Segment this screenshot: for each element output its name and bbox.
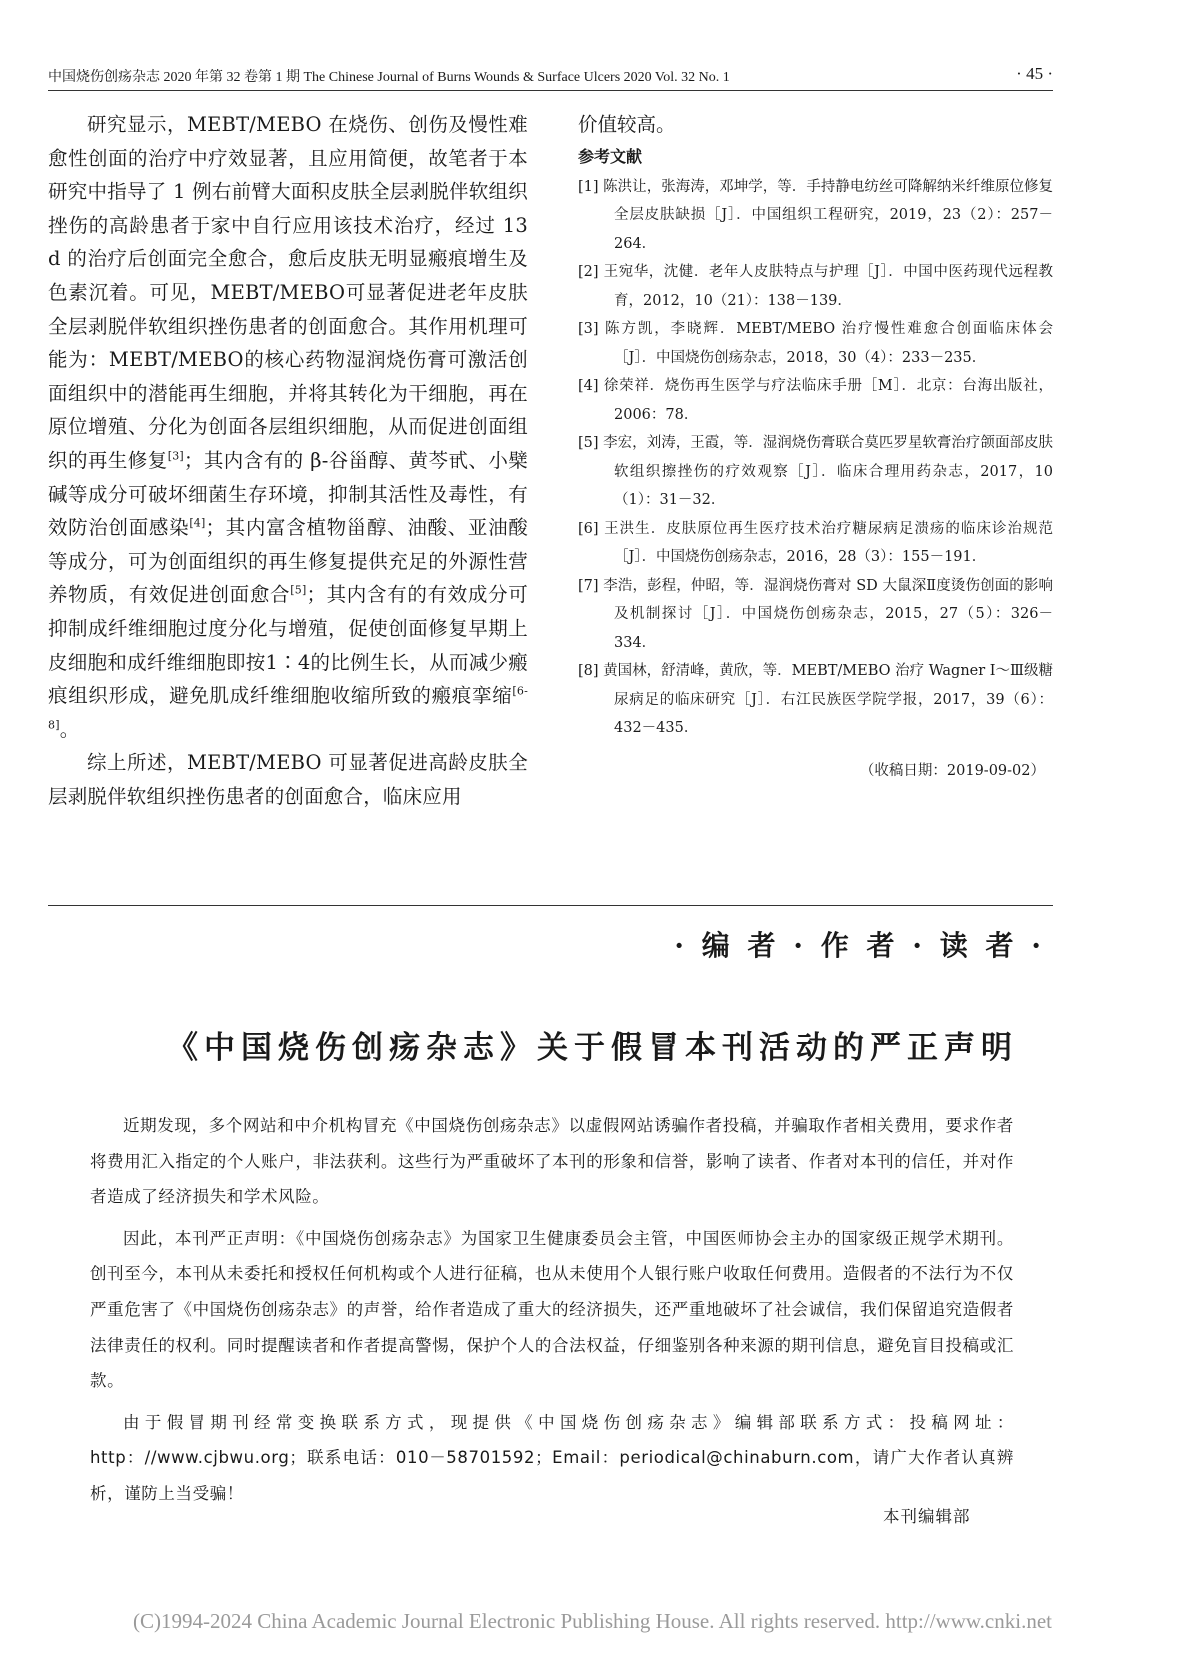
notice-title: 《中国烧伤创疡杂志》关于假冒本刊活动的严正声明 xyxy=(167,1030,1018,1066)
reference-item: [6] 王洪生．皮肤原位再生医疗技术治疗糖尿病足溃疡的临床诊治规范［J］．中国烧伤创疡杂志，2016，28（3）：155－191． xyxy=(578,520,1053,566)
notice-paragraph: 由于假冒期刊经常变换联系方式，现提供《中国烧伤创疡杂志》编辑部联系方式：投稿网址：http：//www.cjbwu.org；联系电话：010－58701592；Email：periodical@chinaburn.com，请广大作者认真辨析，谨防上当受骗！ xyxy=(90,1412,1014,1503)
journal-line: 中国烧伤创疡杂志 2020 年第 32 卷第 1 期 The Chinese Journal of Burns Wounds & Surface Ulcers 2020 Vol. 32 No. 1 xyxy=(48,70,730,85)
reference-item: [7] 李浩，彭程，仲昭，等．湿润烧伤膏对 SD 大鼠深Ⅱ度烫伤创面的影响及机制探讨［J］．中国烧伤创疡杂志，2015，27（5）：326－334． xyxy=(578,577,1053,651)
reference-item: [3] 陈方凯，李晓辉．MEBT/MEBO 治疗慢性难愈合创面临床体会［J］．中国烧伤创疡杂志，2018，30（4）：233－235． xyxy=(578,321,1053,366)
citation-6-8[interactable]: [6-8] xyxy=(48,684,528,732)
header-rule xyxy=(48,90,1053,91)
body-paragraph-1: 研究显示，MEBT/MEBO 在烧伤、创伤及慢性难愈性创面的治疗中疗效显著，且应用简便，故笔者于本研究中指导了 1 例右前臂大面积皮肤全层剥脱伴软组织挫伤的高龄患者于家中自行应用该技术治疗，经过 13 d 的治疗后创面完全愈合，愈后皮肤无明显瘢痕增生及色素沉着。可见，MEBT/MEBO可显著促进老年皮肤全层剥脱伴软组织挫伤患者的创面愈合。其作用机理可能为：MEBT/MEBO的核心药物湿润烧伤膏可激活创面组织中的潜能再生细胞，并将其转化为干细胞，再在原位增殖、分化为创面各层组织细胞，从而促进创面组织的再生修复[3]；其内含有的 β-谷甾醇、黄芩甙、小檗碱等成分可破坏细菌生存环境，抑制其活性及毒性，有效防治创面感染[4]；其内富含植物甾醇、油酸、亚油酸等成分，可为创面组织的再生修复提供充足的外源性营养物质，有效促进创面愈合[5]；其内含有的有效成分可抑制成纤维细胞过度分化与增殖，促使创面修复早期上皮细胞和成纤维细胞即按1∶4的比例生长，从而减少瘢痕组织形成，避免肌成纤维细胞收缩所致的瘢痕挛缩[6-8]。 xyxy=(48,113,529,741)
received-date: （收稿日期：2019-09-02） xyxy=(859,762,1045,779)
reference-item: [2] 王宛华，沈健．老年人皮肤特点与护理［J］．中国中医药现代远程教育，2012，10（21）：138－139． xyxy=(578,264,1053,309)
citation-4[interactable]: [4] xyxy=(189,516,206,530)
notice-body xyxy=(90,1108,1014,1518)
copyright-footer: (C)1994-2024 China Academic Journal Electronic Publishing House. All rights reserved. http://www.cnki.net xyxy=(133,1609,1052,1633)
page-number: · 45 · xyxy=(1016,64,1053,83)
continued-text: 价值较高。 xyxy=(578,113,676,136)
reference-item: [1] 陈洪让，张海涛，邓坤学，等．手持静电纺丝可降解纳米纤维原位修复全层皮肤缺损［J］．中国组织工程研究，2019，23（2）：257－264． xyxy=(578,178,1053,252)
references-heading: 参考文献 xyxy=(578,146,643,166)
section-divider xyxy=(48,905,1053,906)
citation-5[interactable]: [5] xyxy=(290,583,307,597)
reference-item: [4] 徐荣祥．烧伤再生医学与疗法临床手册［M］．北京：台海出版社，2006：78． xyxy=(578,378,1053,423)
reference-list xyxy=(578,173,1053,743)
section-tag: · 编 者 · 作 者 · 读 者 · xyxy=(674,929,1045,962)
notice-signature: 本刊编辑部 xyxy=(883,1507,971,1526)
citation-3[interactable]: [3] xyxy=(167,449,184,463)
left-column xyxy=(48,108,528,813)
notice-paragraph: 近期发现，多个网站和中介机构冒充《中国烧伤创疡杂志》以虚假网站诱骗作者投稿，并骗取作者相关费用，要求作者将费用汇入指定的个人账户，非法获利。这些行为严重破坏了本刊的形象和信誉，影响了读者、作者对本刊的信任，并对作者造成了经济损失和学术风险。 xyxy=(90,1116,1014,1207)
reference-item: [8] 黄国林，舒清峰，黄欣，等．MEBT/MEBO 治疗 Wagner Ⅰ～Ⅲ级糖尿病足的临床研究［J］．右江民族医学院学报，2017，39（6）：432－435． xyxy=(578,663,1053,737)
notice-paragraph: 因此，本刊严正声明：《中国烧伤创疡杂志》为国家卫生健康委员会主管，中国医师协会主办的国家级正规学术期刊。创刊至今，本刊从未委托和授权任何机构或个人进行征稿，也从未使用个人银行账户收取任何费用。造假者的不法行为不仅严重危害了《中国烧伤创疡杂志》的声誉，给作者造成了重大的经济损失，还严重地破坏了社会诚信，我们保留追究造假者法律责任的权利。同时提醒读者和作者提高警惕，保护个人的合法权益，仔细鉴别各种来源的期刊信息，避免盲目投稿或汇款。 xyxy=(90,1228,1014,1391)
reference-item: [5] 李宏，刘涛，王霞，等．湿润烧伤膏联合莫匹罗星软膏治疗颌面部皮肤软组织擦挫伤的疗效观察［J］．临床合理用药杂志，2017，10（1）：31－32． xyxy=(578,435,1053,509)
right-column xyxy=(578,108,1053,780)
body-paragraph-2: 综上所述，MEBT/MEBO 可显著促进高龄皮肤全层剥脱伴软组织挫伤患者的创面愈合，临床应用 xyxy=(48,751,528,808)
running-header xyxy=(48,64,1053,88)
